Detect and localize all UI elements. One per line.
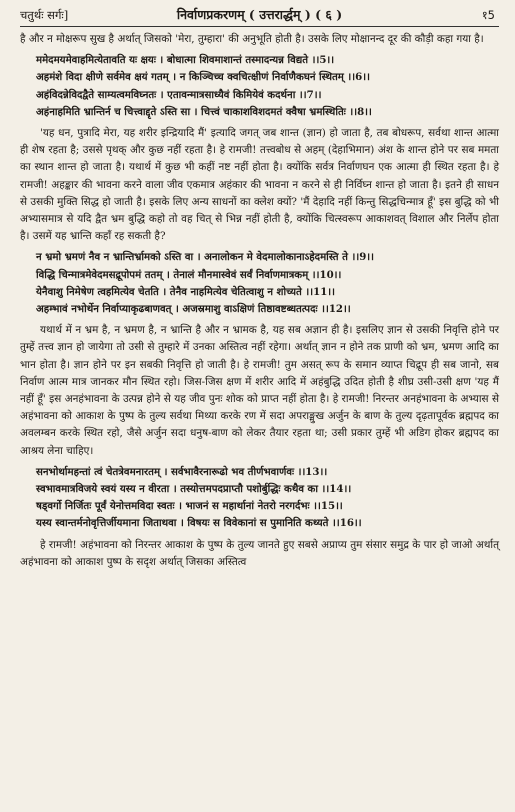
commentary-paragraph-1: 'यह धन, पुत्रादि मेरा, यह शरीर इन्द्रियादि मैं' इत्यादि जगत् जब शान्त (ज्ञान) हो जाता है, तब बोधरूप, सर्वथा शान्त आत्मा ही शेष रहता है; उससे पृथक् और कुछ नहीं रहता है। हे रामजी! तत्त्वबोध से अहम् (देहाभिमान) अंश के शान्त होने पर सब ममता का स्थान शान्त हो जाता है। यथार्थ में कुछ भी कहीं नष्ट नहीं होता है। क्योंकि सर्वत्र निर्वाणघन एक आत्मा ही स्थित रहता है। हे रामजी! अहङ्कार की भावना करने वाला जीव एकमात्र अहंकार की भावना न करने से ही निर्विघ्न शान्त हो जाता है। इतने ही साधन से उसकी मुक्ति सिद्ध हो जाती है। इसके लिए अन्य साधनों का क्लेश क्यों? 'मैं देहादि नहीं किन्तु सिद्धचिन्मात्र हूँ' इस बुद्धि को भी अभ्यासमात्र से यदि द्वैत भ्रम बुद्धि कहो तो वह चित् से भिन्न नहीं होती है, क्योंकि चित्स्वरूप आकाशवत् विशाल और निर्लेप होता है। उसमें यह भ्रान्ति कहाँ रह सकती है?	[20, 127, 499, 243]
verse-line: अहंविदन्नेविदद्वैते साम्यत्वमविघ्नतः । एतावन्मात्रसाध्यैवं किमियेवं कदर्थना ।।7।।	[36, 88, 322, 101]
chapter-label: चतुर्थः सर्गः]	[20, 8, 69, 22]
verse-line: स्वभावमात्रविजये स्वयं यस्य न वीरता । तस्योत्तमपदप्राप्तौ पशोर्बुद्धिः कथैव का ।।14।।	[36, 483, 352, 496]
page-number: १5	[481, 8, 495, 22]
running-title: निर्वाणप्रकरणम् ( उत्तरार्द्धम् ) ( ६ )	[176, 7, 343, 22]
verse-line: ममेदमयमेवाहमित्येतावति यः क्षयः । बोधात्मा शिवमाशान्तं तस्मादन्यन्न विद्यते ।।5।।	[36, 54, 335, 67]
verse-block-2	[20, 249, 499, 318]
verse-block-3	[20, 464, 499, 533]
verse-line: अहमंशे विदा क्षीणे सर्वमेव क्षयं गतम् । न किञ्चिच्च क्वचित्क्षीणं निर्वाणैकघनं स्थितम् ।।6।।	[36, 71, 370, 84]
verse-line: सनभोर्थामहन्तां त्वं चेतत्रेवमनारतम् । सर्वभावैरनारूढो भव तीर्णभवार्णवः ।।13।।	[36, 465, 328, 478]
verse-line: न भ्रमो भ्रमणं नैव न भ्रान्तिर्भ्रामको ऽस्ति वा । अनालोकन मे वेदमालोकानाऽहेदमस्ति ते ।।9।।	[36, 251, 375, 264]
commentary-paragraph-2: यथार्थ में न भ्रम है, न भ्रमण है, न भ्रान्ति है और न भ्रामक है, यह सब अज्ञान ही है। इसलिए ज्ञान से उसकी निवृत्ति होने पर तुम्हें तत्त्व ज्ञान हो जायेगा तो उसी से तुम्हारे में उनका अस्तित्व नहीं रहेगा। अर्थात् ज्ञान न होने तक प्राणी को भ्रम, भ्रमण आदि का भान होता है। ज्ञान होने पर इन सबकी निवृत्ति हो जाती है। हे रामजी! तुम असत् रूप के समान व्याप्त चिद्रूप ही सब जानो, सब निर्वाण आत्म मात्र जानकर मौन स्थित रहो। जिस-जिस क्षण में शरीर आदि में अहंबुद्धि उदित होती है शीघ्र उसी-उसी क्षण 'यह मैं नहीं हूँ' इस अनहंभावना के उत्पन्न होने से यह जीव पुनः शोक को प्राप्त नहीं होता है। हे रामजी! निरन्तर अनहंभावना के अभ्यास से अहंभावना को आकाश के पुष्प के तुल्य सर्वथा मिथ्या करके रण में सदा अपराङ्मुख अर्जुन के बाण के तुल्य दृढ़तापूर्वक ब्रह्मपद का अवलम्बन करके स्थित रहो, जैसे अर्जुन सदा धनुष-बाण को लेकर तैयार रहता था; उसी प्रकार तुम्हें भी अडिग होकर ब्रह्मपद का आश्रय लेना चाहिए।	[20, 324, 499, 457]
verse-line: अहंनाहमिति भ्रान्तिर्न च चित्त्वाद्दृते ऽस्ति सा । चित्त्वं चाकाशविशदमतं क्वैषा भ्रमस्थितिः ।।8।।	[36, 105, 372, 118]
verse-block-1	[20, 52, 499, 121]
verse-line: षड्वर्गो निर्जितः पूर्वं येनोत्तमविदा स्वतः । भाजनं स महार्थानां नेतरो नरगर्दभः ।।15।।	[36, 500, 343, 513]
intro-paragraph: है और न मोक्षरूप सुख है अर्थात् जिसको 'मेरा, तुम्हारा' की अनुभूति होती है। उसके लिए मोक्षानन्द दूर की कौड़ी कहा गया है।	[20, 33, 484, 45]
page-header	[20, 4, 499, 26]
verse-line: अहम्भावं नभोर्थेन निर्वाप्याकृढबाणवत् । अजस्रमाशु वाऽक्षिणं तिष्ठावष्टब्धतत्पदः ।।12।।	[36, 303, 351, 316]
commentary-paragraph-3: हे रामजी! अहंभावना को निरन्तर आकाश के पुष्प के तुल्य जानते हुए सबसे अप्राप्य तुम संसार समुद्र के पार हो जाओ अर्थात् अहंभावना को आकाश पुष्प के सदृश अर्थात् जिसका अस्तित्व	[20, 538, 499, 568]
header-rule	[20, 26, 499, 27]
verse-line: यस्य स्वान्तर्मनोवृत्तिर्जीयमाना जिताथवा । विषयः स विवेकानां स पुमानिति कथ्यते ।।16।।	[36, 517, 362, 530]
verse-line: येनैवाशु निमेषेण त्वहमित्येव चेतति । तेनैव नाहमित्येव चेतित्वाशु न शोच्यते ।।11।।	[36, 285, 336, 298]
verse-line: विद्धि चिन्मात्रमेवेदमसद्रूपोपमं ततम् । तेनालं मौनमास्वेवं सर्वं निर्वाणमात्रकम् ।।10।।	[36, 268, 342, 281]
